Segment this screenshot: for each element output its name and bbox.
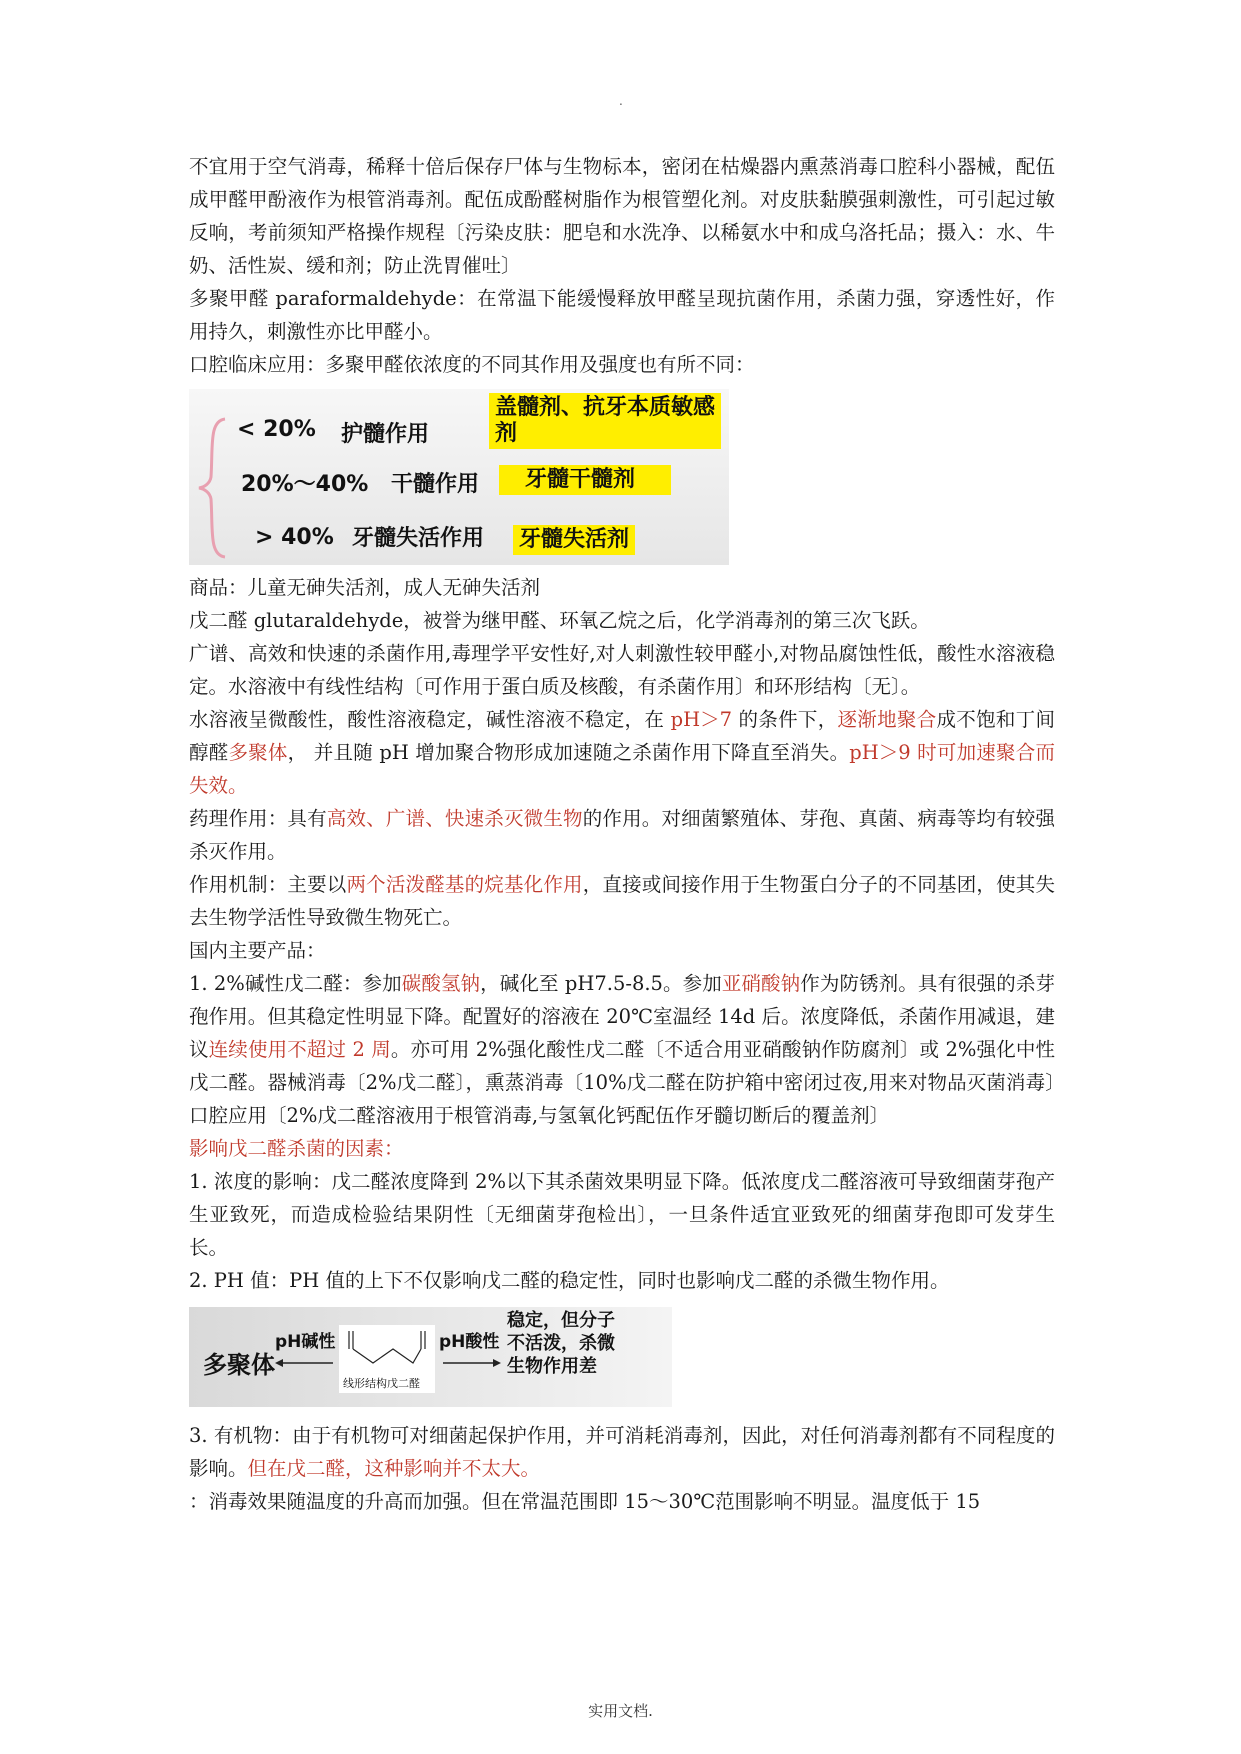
text-segment: 作为防锈剂。具有很强的杀芽孢作用。但其稳定性明显下降。配置好的溶液在 20℃室温经 14d 后。浓度降低，杀菌作用减退，建议 — [189, 972, 1055, 1061]
text-segment: ，直接或间接作用于生物蛋白分子的不同基团，使其失去生物学活性导致微生物死亡。 — [189, 873, 1055, 929]
row3-effect: 牙髓失活作用 — [352, 526, 485, 551]
paragraph-ph: 2. PH 值：PH 值的上下不仅影响戊二醛的稳定性，同时也影响戊二醛的杀微生物作用。 — [189, 1269, 950, 1292]
figure-concentration-effects — [189, 389, 729, 565]
document-body — [189, 150, 1055, 1518]
footer-text: 实用文档. — [588, 1702, 653, 1720]
paragraph-temperature: ：消毒效果随温度的升高而加强。但在常温范围即 15～30℃范围影响不明显。温度低于 15 — [189, 1490, 981, 1513]
arrow-right-icon — [441, 1357, 501, 1369]
paragraph-oral-clinical-use: 口腔临床应用：多聚甲醛依浓度的不同其作用及强度也有所不同： — [189, 353, 755, 376]
text-segment: 。亦可用 2%强化酸性戊二醛〔不适合用亚硝酸钠作防腐剂〕或 2%强化中性戊二醛。器械消毒〔2%戊二醛〕，熏蒸消毒〔10%戊二醛在防护箱中密闭过夜,用来对物品灭菌消毒〕口腔应用〔2%戊二醛溶液用于根管消毒,与氢氧化钙配伍作牙髓切断后的覆盖剂〕 — [189, 1038, 1055, 1127]
highlight-text: 碳酸氢钠 — [401, 972, 481, 995]
row3-range: > 40% — [255, 525, 334, 550]
row1-effect: 护髓作用 — [341, 422, 430, 447]
row1-product-highlight: 盖髓剂、抗牙本质敏感剂 — [489, 393, 721, 449]
acid-label: pH酸性 — [439, 1332, 500, 1352]
alkaline-label: pH碱性 — [275, 1332, 336, 1352]
paragraph-aqueous-solution — [189, 703, 1055, 802]
paragraph-formaldehyde-uses: 不宜用于空气消毒，稀释十倍后保存尸体与生物标本，密闭在枯燥器内熏蒸消毒口腔科小器械，配伍成甲醛甲酚液作为根管消毒剂。配伍成酚醛树脂作为根管塑化剂。对皮肤黏膜强刺激性，可引起过敏反响，考前须知严格操作规程〔污染皮肤：肥皂和水洗净、以稀氨水中和成乌洛托品；摄入：水、牛奶、活性炭、缓和剂；防止洗胃催吐〕 — [189, 155, 1055, 277]
highlight-text: 亚硝酸钠 — [721, 972, 801, 995]
figure-ph-polymerization — [189, 1307, 672, 1407]
paragraph-concentration: 1. 浓度的影响：戊二醛浓度降到 2%以下其杀菌效果明显下降。低浓度戊二醛溶液可导致细菌芽孢产生亚致死，而造成检验结果阴性〔无细菌芽孢检出〕，一旦条件适宜亚致死的细菌芽孢即可发芽生长。 — [189, 1170, 1055, 1259]
paragraph-products: 商品：儿童无砷失活剂，成人无砷失活剂 — [189, 576, 541, 599]
text-segment: 1. 2%碱性戊二醛：参加 — [189, 972, 402, 995]
paragraph-glutaraldehyde: 戊二醛 glutaraldehyde，被誉为继甲醛、环氧乙烷之后，化学消毒剂的第三次飞跃。 — [189, 609, 930, 632]
row2-range: 20%～40% — [241, 472, 369, 497]
text-segment: 成不饱和丁间醇醛 — [189, 708, 1055, 764]
paragraph-organic-matter — [189, 1419, 1055, 1485]
text-segment: 作用机制：主要以 — [189, 873, 347, 896]
text-segment: 水溶液呈微酸性，酸性溶液稳定，碱性溶液不稳定，在 — [189, 708, 671, 731]
linear-structure-icon — [339, 1325, 435, 1373]
text-segment: 药理作用：具有 — [189, 807, 327, 830]
paragraph-broad-spectrum: 广谱、高效和快速的杀菌作用,毒理学平安性好,对人刺激性较甲醛小,对物品腐蚀性低，酸性水溶液稳定。水溶液中有线性结构〔可作用于蛋白质及核酸，有杀菌作用〕和环形结构〔无〕。 — [189, 642, 1055, 698]
row2-product-highlight: 牙髓干髓剂 — [499, 465, 671, 495]
text-segment: 的作用。对细菌繁殖体、芽孢、真菌、病毒等均有较强杀灭作用。 — [189, 807, 1055, 863]
row3-product-highlight: 牙髓失活剂 — [513, 525, 635, 555]
header-mark: . — [619, 94, 623, 108]
highlight-text: 逐渐地聚合 — [837, 708, 937, 731]
paragraph-alkaline-glutaraldehyde — [189, 967, 1055, 1132]
arrow-left-icon — [275, 1357, 335, 1369]
result-label: 稳定，但分子不活泼，杀微生物作用差 — [507, 1310, 615, 1377]
highlight-text: 多聚体 — [228, 741, 288, 764]
highlight-text: pH＞7 — [670, 708, 733, 731]
highlight-text: 高效、广谱、快速杀灭微生物 — [326, 807, 583, 830]
text-segment: ， 并且随 pH 增加聚合物形成加速随之杀菌作用下降直至消失。 — [287, 741, 850, 764]
text-segment: ，碱化至 pH7.5-8.5。参加 — [480, 972, 722, 995]
text-segment: 的条件下， — [732, 708, 838, 731]
highlight-text: pH＞9 时可加速聚合而失效。 — [189, 741, 1055, 797]
highlight-text: 两个活泼醛基的烷基化作用 — [346, 873, 583, 896]
brace-icon — [195, 417, 231, 559]
highlight-text: 连续使用不超过 2 周 — [208, 1038, 391, 1061]
row2-effect: 干髓作用 — [391, 472, 480, 497]
section-heading-factors: 影响戊二醛杀菌的因素： — [189, 1137, 404, 1160]
highlight-text: 但在戊二醛，这种影响并不太大。 — [247, 1457, 541, 1480]
paragraph-mechanism — [189, 868, 1055, 934]
paragraph-paraformaldehyde: 多聚甲醛 paraformaldehyde：在常温下能缓慢释放甲醛呈现抗菌作用，杀菌力强，穿透性好，作用持久，刺激性亦比甲醛小。 — [189, 287, 1055, 343]
structure-caption: 线形结构戊二醛 — [343, 1377, 420, 1390]
text-segment: 3. 有机物：由于有机物可对细菌起保护作用，并可消耗消毒剂，因此，对任何消毒剂都有不同程度的影响。 — [189, 1424, 1055, 1480]
paragraph-pharmacology — [189, 802, 1055, 868]
polymer-label: 多聚体 — [203, 1351, 275, 1379]
paragraph-domestic-products: 国内主要产品： — [189, 939, 326, 962]
row1-range: < 20% — [237, 417, 316, 442]
structure-box — [339, 1325, 435, 1393]
